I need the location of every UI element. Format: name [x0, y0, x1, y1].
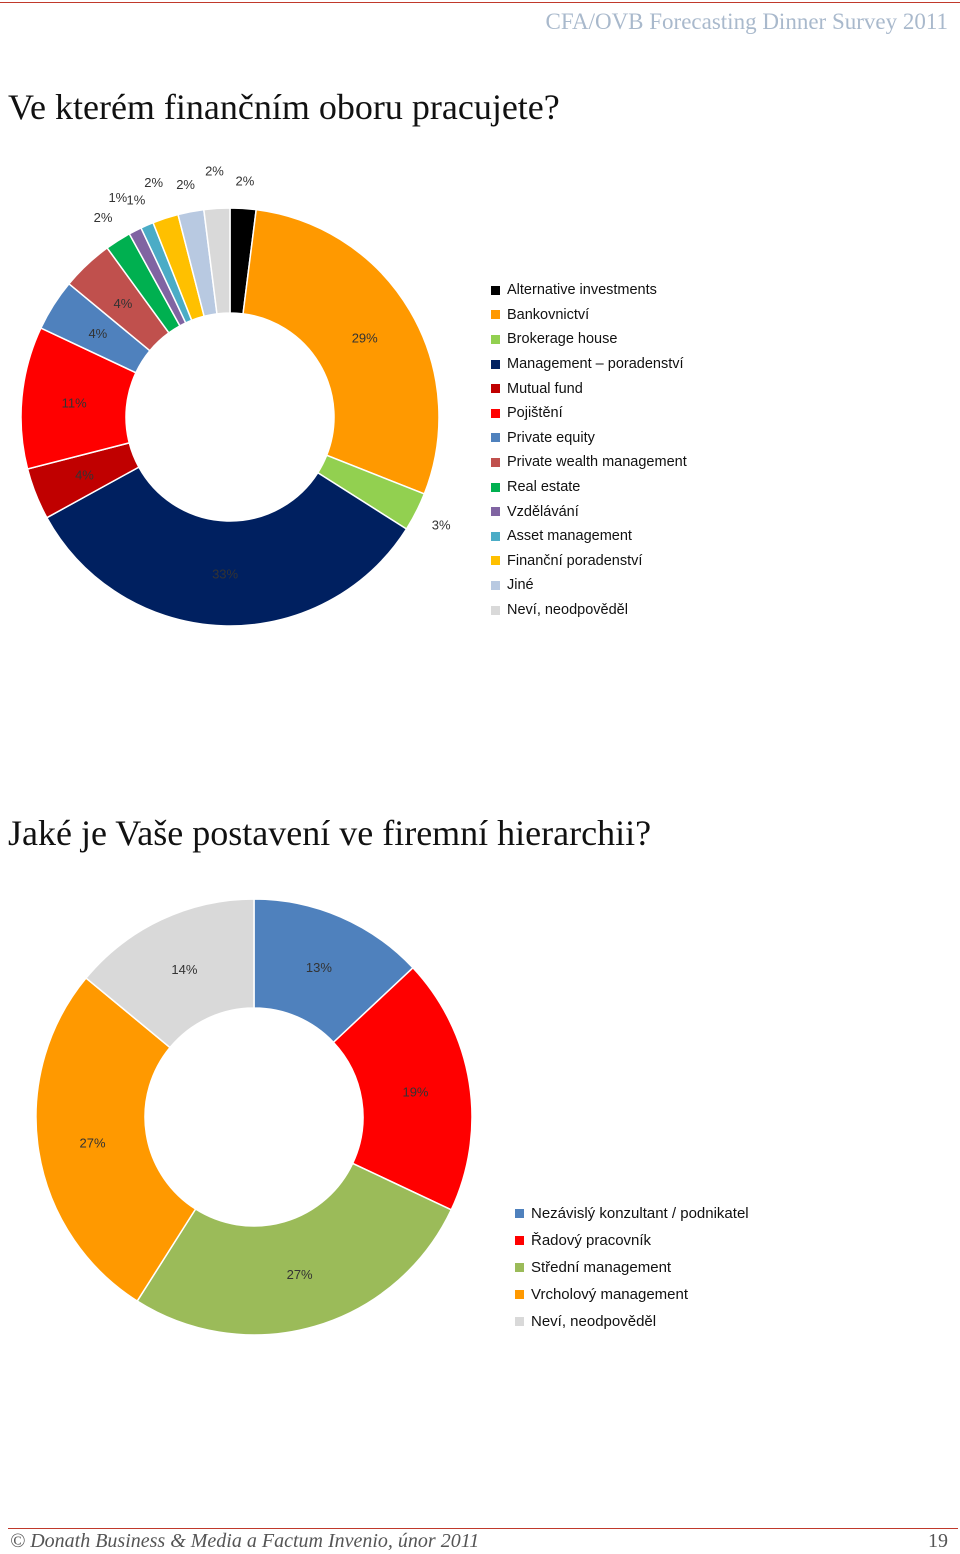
- legend-label: Finanční poradenství: [507, 552, 643, 569]
- data-label-jine: 2%: [176, 177, 195, 193]
- report-title: CFA/OVB Forecasting Dinner Survey 2011: [545, 9, 948, 34]
- legend-item-financni-poradenstvi: [491, 549, 687, 574]
- legend-item-pojisteni: [491, 401, 687, 426]
- legend-item-nevi-neodpovedel: [491, 598, 687, 623]
- data-label-pojisteni: 11%: [61, 395, 87, 411]
- legend-item-stredni-management: [515, 1254, 749, 1281]
- data-label-financni-poradenstvi: 2%: [144, 175, 164, 191]
- legend-swatch: [515, 1263, 524, 1272]
- data-label-nevi-neodpovedel: 14%: [171, 962, 198, 978]
- legend-item-management-poradenstvi: [491, 352, 687, 377]
- legend-label: Střední management: [531, 1259, 672, 1276]
- legend-item-vrcholovy-management: [515, 1281, 749, 1308]
- legend-swatch: [491, 507, 500, 516]
- legend-item-real-estate: [491, 475, 687, 500]
- data-label-real-estate: 2%: [93, 209, 113, 225]
- legend-label: Bankovnictví: [507, 306, 590, 323]
- legend-label: Neví, neodpověděl: [531, 1313, 657, 1330]
- chart2-legend: [515, 1200, 749, 1335]
- data-label-alternative-investments: 2%: [235, 173, 255, 189]
- legend-swatch: [515, 1236, 524, 1245]
- data-label-asset-management: 1%: [126, 192, 146, 208]
- slice-stredni-management: [137, 1163, 451, 1335]
- legend-label: Mutual fund: [507, 380, 583, 397]
- legend-item-mutual-fund: [491, 376, 687, 401]
- legend-label: Asset management: [507, 528, 632, 545]
- chart1-legend: [491, 278, 687, 622]
- chart2-title: Jaké je Vaše postavení ve firemní hierarchii?: [8, 813, 652, 853]
- legend-swatch: [491, 384, 500, 393]
- data-label-private-equity: 4%: [88, 326, 108, 342]
- data-label-vrcholovy-management: 27%: [79, 1135, 106, 1151]
- data-label-private-wealth-management: 4%: [113, 295, 133, 311]
- legend-item-nezavisly-konzultant-podnikatel: [515, 1200, 749, 1227]
- legend-item-private-wealth-management: [491, 450, 687, 475]
- legend-swatch: [515, 1209, 524, 1218]
- data-label-bankovnictvi: 29%: [351, 330, 378, 346]
- legend-swatch: [491, 433, 500, 442]
- legend-swatch: [491, 532, 500, 541]
- legend-label: Brokerage house: [507, 331, 618, 348]
- legend-item-vzdelavani: [491, 499, 687, 524]
- legend-label: Vrcholový management: [531, 1286, 689, 1303]
- legend-swatch: [491, 581, 500, 590]
- legend-label: Real estate: [507, 479, 581, 496]
- data-label-vzdelavani: 1%: [108, 189, 128, 205]
- page-number: 19: [928, 1530, 948, 1552]
- legend-item-jine: [491, 573, 687, 598]
- footer-copyright: © Donath Business & Media a Factum Invenio, únor 2011: [10, 1530, 480, 1552]
- chart2-svg: [0, 880, 500, 1350]
- chart1-svg: [0, 150, 460, 670]
- legend-item-asset-management: [491, 524, 687, 549]
- legend-label: Private equity: [507, 429, 595, 446]
- legend-swatch: [491, 360, 500, 369]
- legend-item-alternative-investments: [491, 278, 687, 303]
- legend-label: Nezávislý konzultant / podnikatel: [531, 1205, 749, 1222]
- data-label-radovy-pracovnik: 19%: [402, 1084, 429, 1100]
- data-label-management-poradenstvi: 33%: [212, 566, 239, 582]
- legend-swatch: [491, 483, 500, 492]
- legend-swatch: [515, 1290, 524, 1299]
- legend-label: Management – poradenství: [507, 356, 684, 373]
- footer-rule: [8, 1528, 958, 1529]
- legend-label: Pojištění: [507, 405, 563, 422]
- legend-swatch: [491, 409, 500, 418]
- legend-swatch: [491, 556, 500, 565]
- legend-label: Vzdělávání: [507, 503, 579, 520]
- legend-swatch: [491, 286, 500, 295]
- legend-label: Neví, neodpověděl: [507, 602, 628, 619]
- legend-swatch: [491, 606, 500, 615]
- legend-label: Private wealth management: [507, 454, 687, 471]
- legend-item-radovy-pracovnik: [515, 1227, 749, 1254]
- legend-swatch: [491, 335, 500, 344]
- legend-item-private-equity: [491, 426, 687, 451]
- data-label-brokerage-house: 3%: [431, 517, 451, 533]
- chart1-title: Ve kterém finančním oboru pracujete?: [8, 87, 560, 127]
- legend-label: Řadový pracovník: [531, 1232, 652, 1249]
- data-label-nezavisly-konzultant-podnikatel: 13%: [305, 959, 332, 975]
- legend-swatch: [491, 310, 500, 319]
- data-label-stredni-management: 27%: [286, 1267, 313, 1283]
- legend-item-brokerage-house: [491, 327, 687, 352]
- slice-bankovnictvi: [243, 210, 439, 494]
- legend-swatch: [491, 458, 500, 467]
- legend-item-bankovnictvi: [491, 303, 687, 328]
- data-label-mutual-fund: 4%: [75, 467, 94, 483]
- legend-label: Jiné: [507, 577, 534, 594]
- top-rule: [0, 2, 960, 3]
- legend-swatch: [515, 1317, 524, 1326]
- legend-item-nevi-neodpovedel: [515, 1308, 749, 1335]
- data-label-nevi-neodpovedel: 2%: [205, 163, 224, 179]
- legend-label: Alternative investments: [507, 282, 657, 299]
